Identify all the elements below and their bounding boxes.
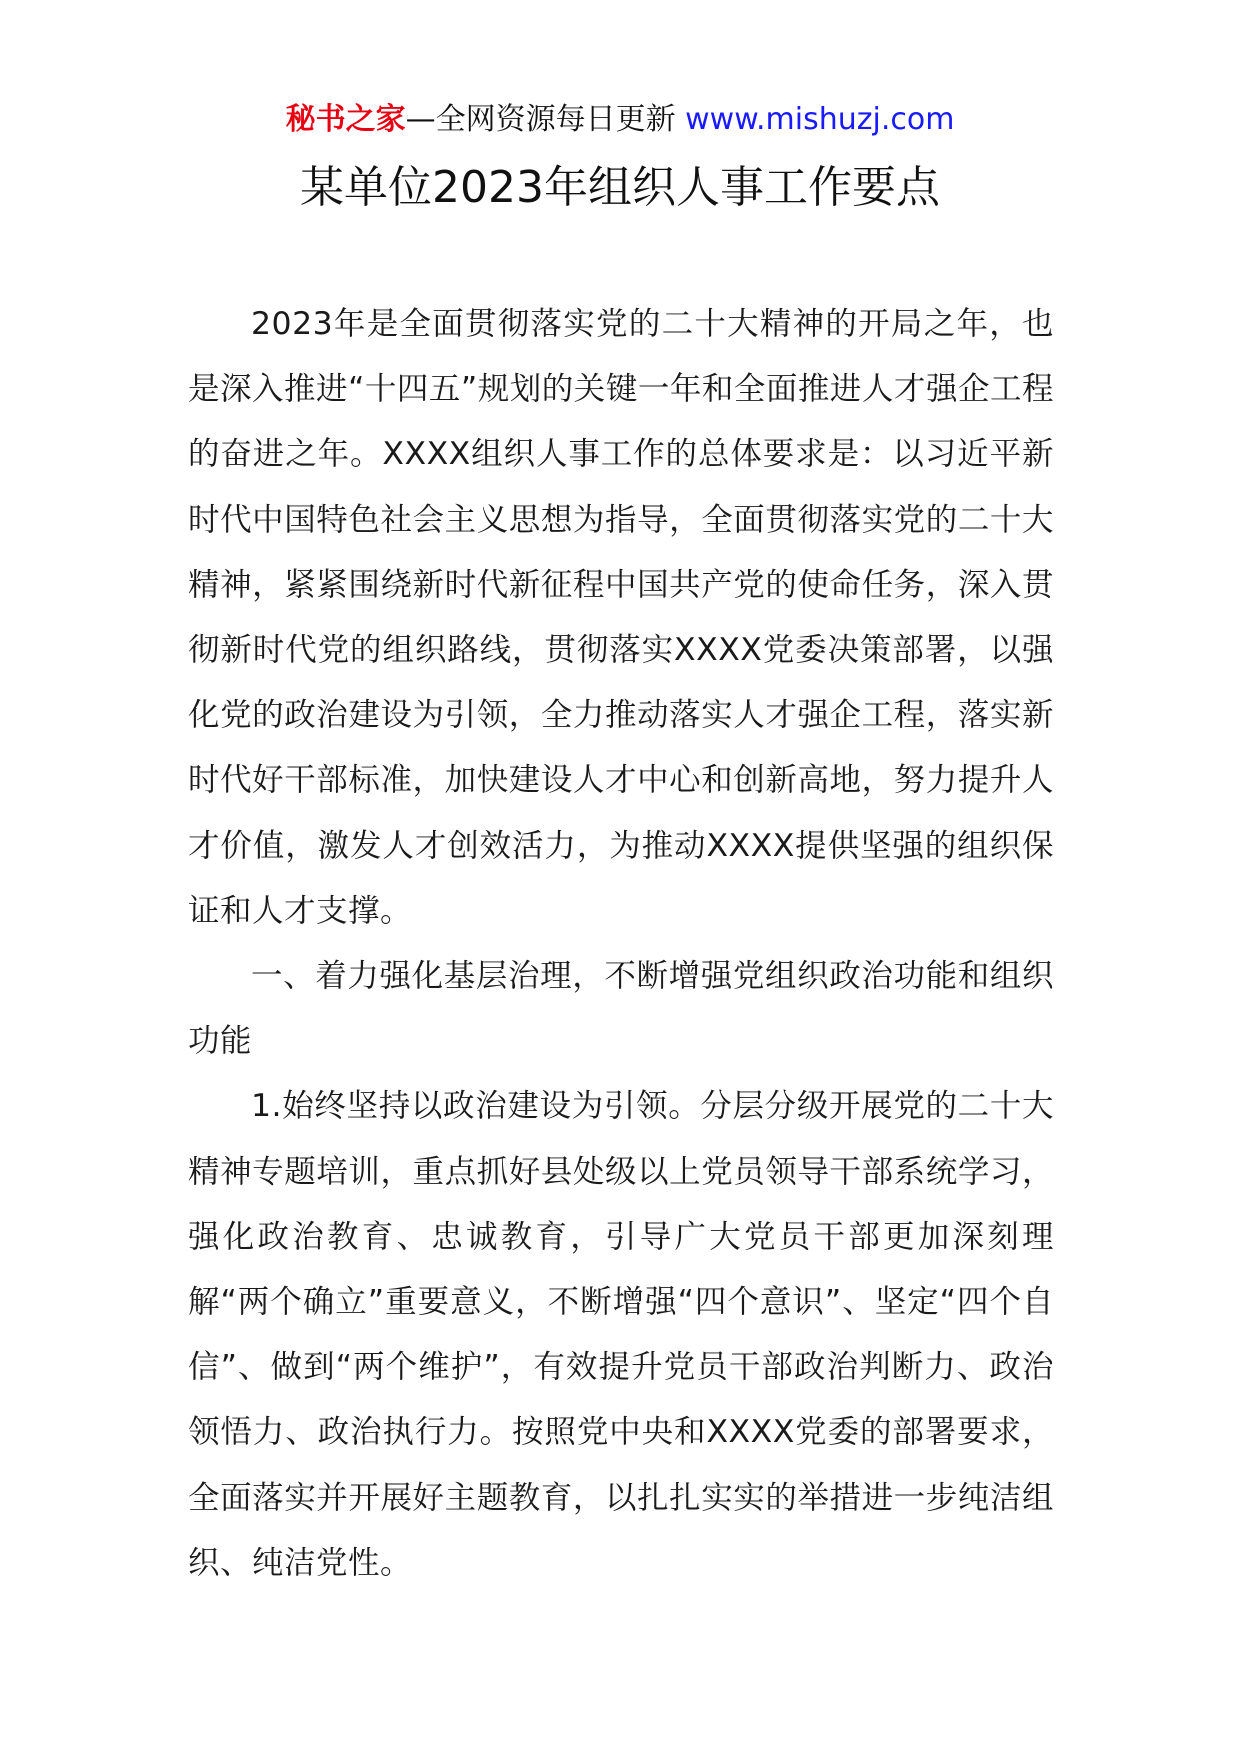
section-1-heading: 一、着力强化基层治理，不断增强党组织政治功能和组织功能 — [188, 958, 1054, 1060]
document-title: 某单位2023年组织人事工作要点 — [300, 162, 940, 213]
item-1-paragraph: 1.始终坚持以政治建设为引领。分层分级开展党的二十大精神专题培训，重点抓好县处级以上党员领导干部系统学习，强化政治教育、忠诚教育，引导广大党员干部更加深刻理解“两个确立”重要意义，不断增强“四个意识”、坚定“四个自信”、做到“两个维护”，有效提升党员干部政治判断力、政治领悟力、政治执行力。按照党中央和XXXX党委的部署要求，全面落实并开展好主题教育，以扎扎实实的举措进一步纯洁组织、纯洁党性。 — [188, 1088, 1054, 1581]
document-body — [188, 292, 1054, 1596]
brand-name: 秘书之家 — [285, 102, 406, 137]
site-header — [0, 100, 1240, 140]
header-tagline: —全网资源每日更新 — [405, 102, 686, 137]
intro-paragraph: 2023年是全面贯彻落实党的二十大精神的开局之年，也是深入推进“十四五”规划的关键一年和全面推进人才强企工程的奋进之年。XXXX组织人事工作的总体要求是：以习近平新时代中国特色社会主义思想为指导，全面贯彻落实党的二十大精神，紧紧围绕新时代新征程中国共产党的使命任务，深入贯彻新时代党的组织路线，贯彻落实XXXX党委决策部署，以强化党的政治建设为引领，全力推动落实人才强企工程，落实新时代好干部标准，加快建设人才中心和创新高地，努力提升人才价值，激发人才创效活力，为推动XXXX提供坚强的组织保证和人才支撑。 — [188, 306, 1054, 929]
site-url-link[interactable]: www.mishuzj.com — [685, 102, 955, 137]
